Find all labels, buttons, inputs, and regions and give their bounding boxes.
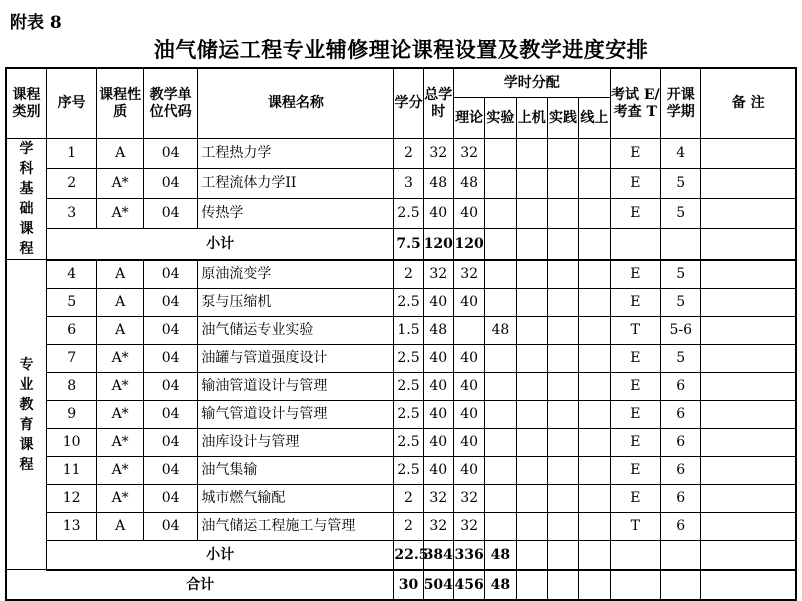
practice-cell: [547, 288, 578, 316]
subtotal-label: 小计: [46, 228, 393, 259]
practice-cell: [547, 372, 578, 400]
theory-cell: 32: [453, 512, 484, 540]
practice-cell: [547, 456, 578, 484]
header-experiment: 实验: [485, 98, 516, 139]
exam-cell: T: [610, 316, 661, 344]
remark-cell: [701, 512, 796, 540]
remark-cell: [701, 484, 796, 512]
online-cell: [579, 260, 610, 289]
total-total-cell: 504: [423, 570, 453, 600]
total-cell: 40: [423, 198, 453, 228]
total-semester-cell: [661, 570, 701, 600]
page-title: 油气储运工程专业辅修理论课程设置及教学进度安排: [153, 37, 649, 62]
header-course-name: 课程名称: [198, 68, 394, 139]
header-unit-code: 教学单位代码: [143, 68, 198, 139]
computer-cell: [516, 260, 547, 289]
total-online-cell: [579, 570, 610, 600]
nature-cell: A: [97, 512, 143, 540]
subtotal-credits-cell: 22.5: [394, 540, 423, 570]
credits-cell: 2.5: [394, 198, 423, 228]
course-name-cell: 油库设计与管理: [198, 428, 394, 456]
seq-cell: 4: [46, 260, 97, 289]
seq-cell: 5: [46, 288, 97, 316]
credits-cell: 3: [394, 168, 423, 198]
category-cell: 专 业 教 育 课 程: [6, 260, 46, 570]
credits-cell: 2.5: [394, 456, 423, 484]
semester-cell: 5: [661, 260, 701, 289]
header-hours-dist: 学时分配: [453, 68, 610, 98]
remark-cell: [701, 260, 796, 289]
header-exam-type: 考试 E/考查 T: [610, 68, 661, 139]
practice-cell: [547, 316, 578, 344]
credits-cell: 2.5: [394, 288, 423, 316]
subtotal-total-cell: 120: [423, 228, 453, 259]
header-category: 课程类别: [6, 68, 46, 139]
subtotal-theory-cell: 336: [453, 540, 484, 570]
theory-cell: 48: [453, 168, 484, 198]
total-cell: 32: [423, 512, 453, 540]
online-cell: [579, 512, 610, 540]
nature-cell: A: [97, 260, 143, 289]
nature-cell: A*: [97, 428, 143, 456]
total-cell: 48: [423, 316, 453, 344]
total-cell: 32: [423, 484, 453, 512]
computer-cell: [516, 288, 547, 316]
exam-cell: E: [610, 260, 661, 289]
unit-code-cell: 04: [143, 400, 198, 428]
semester-cell: 5: [661, 198, 701, 228]
unit-code-cell: 04: [143, 344, 198, 372]
semester-cell: 6: [661, 456, 701, 484]
online-cell: [579, 484, 610, 512]
course-name-cell: 油罐与管道强度设计: [198, 344, 394, 372]
subtotal-computer-cell: [516, 228, 547, 259]
unit-code-cell: 04: [143, 456, 198, 484]
subtotal-practice-cell: [547, 540, 578, 570]
table-row: [6, 400, 796, 428]
experiment-cell: [485, 428, 516, 456]
total-cell: 32: [423, 139, 453, 169]
theory-cell: [453, 316, 484, 344]
experiment-cell: [485, 288, 516, 316]
computer-cell: [516, 400, 547, 428]
unit-code-cell: 04: [143, 372, 198, 400]
total-exam-cell: [610, 570, 661, 600]
header-practice: 实践: [547, 98, 578, 139]
computer-cell: [516, 428, 547, 456]
practice-cell: [547, 260, 578, 289]
computer-cell: [516, 484, 547, 512]
seq-cell: 11: [46, 456, 97, 484]
credits-cell: 2.5: [394, 400, 423, 428]
table-row: [6, 344, 796, 372]
seq-cell: 12: [46, 484, 97, 512]
total-credits-cell: 30: [394, 570, 423, 600]
credits-cell: 1.5: [394, 316, 423, 344]
seq-cell: 6: [46, 316, 97, 344]
header-credits: 学分: [394, 68, 423, 139]
theory-cell: 40: [453, 372, 484, 400]
exam-cell: E: [610, 344, 661, 372]
header-total-hours: 总学时: [423, 68, 453, 139]
computer-cell: [516, 344, 547, 372]
header-nature: 课程性质: [97, 68, 143, 139]
subtotal-theory-cell: 120: [453, 228, 484, 259]
exam-cell: E: [610, 372, 661, 400]
course-name-cell: 输气管道设计与管理: [198, 400, 394, 428]
online-cell: [579, 316, 610, 344]
total-row: [6, 570, 796, 600]
theory-cell: 40: [453, 288, 484, 316]
theory-cell: 32: [453, 139, 484, 169]
course-name-cell: 城市燃气输配: [198, 484, 394, 512]
exam-cell: E: [610, 168, 661, 198]
subtotal-label: 小计: [46, 540, 393, 570]
nature-cell: A*: [97, 484, 143, 512]
total-computer-cell: [516, 570, 547, 600]
header-online: 线上: [579, 98, 610, 139]
credits-cell: 2.5: [394, 372, 423, 400]
unit-code-cell: 04: [143, 428, 198, 456]
category-cell: 学 科 基 础 课 程: [6, 139, 46, 260]
total-theory-cell: 456: [453, 570, 484, 600]
practice-cell: [547, 344, 578, 372]
semester-cell: 6: [661, 512, 701, 540]
table-row: [6, 372, 796, 400]
table-row: [6, 198, 796, 228]
total-label: 合计: [6, 570, 394, 600]
course-name-cell: 油气储运专业实验: [198, 316, 394, 344]
online-cell: [579, 456, 610, 484]
online-cell: [579, 428, 610, 456]
nature-cell: A*: [97, 400, 143, 428]
practice-cell: [547, 198, 578, 228]
experiment-cell: [485, 484, 516, 512]
unit-code-cell: 04: [143, 198, 198, 228]
total-cell: 48: [423, 168, 453, 198]
course-name-cell: 泵与压缩机: [198, 288, 394, 316]
exam-cell: E: [610, 198, 661, 228]
exam-cell: E: [610, 484, 661, 512]
remark-cell: [701, 428, 796, 456]
experiment-cell: [485, 372, 516, 400]
remark-cell: [701, 456, 796, 484]
theory-cell: 40: [453, 456, 484, 484]
exam-cell: E: [610, 139, 661, 169]
practice-cell: [547, 428, 578, 456]
credits-cell: 2: [394, 260, 423, 289]
exam-cell: E: [610, 400, 661, 428]
online-cell: [579, 288, 610, 316]
practice-cell: [547, 168, 578, 198]
table-row: [6, 168, 796, 198]
header-remarks: 备 注: [701, 68, 796, 139]
theory-cell: 32: [453, 260, 484, 289]
seq-cell: 1: [46, 139, 97, 169]
table-row: [6, 484, 796, 512]
experiment-cell: [485, 168, 516, 198]
unit-code-cell: 04: [143, 260, 198, 289]
remark-cell: [701, 400, 796, 428]
subtotal-semester-cell: [661, 540, 701, 570]
seq-cell: 2: [46, 168, 97, 198]
nature-cell: A: [97, 139, 143, 169]
online-cell: [579, 400, 610, 428]
nature-cell: A*: [97, 456, 143, 484]
nature-cell: A: [97, 316, 143, 344]
online-cell: [579, 198, 610, 228]
theory-cell: 40: [453, 428, 484, 456]
table-row: [6, 316, 796, 344]
header-theory: 理论: [453, 98, 484, 139]
course-name-cell: 油气集输: [198, 456, 394, 484]
total-remark-cell: [701, 570, 796, 600]
seq-cell: 9: [46, 400, 97, 428]
computer-cell: [516, 456, 547, 484]
experiment-cell: [485, 512, 516, 540]
seq-cell: 7: [46, 344, 97, 372]
header-computer: 上机: [516, 98, 547, 139]
course-name-cell: 传热学: [198, 198, 394, 228]
theory-cell: 40: [453, 400, 484, 428]
seq-cell: 13: [46, 512, 97, 540]
nature-cell: A*: [97, 344, 143, 372]
theory-cell: 32: [453, 484, 484, 512]
practice-cell: [547, 400, 578, 428]
subtotal-online-cell: [579, 540, 610, 570]
appendix-label: 附表 8: [10, 13, 62, 33]
remark-cell: [701, 288, 796, 316]
total-cell: 40: [423, 428, 453, 456]
experiment-cell: [485, 139, 516, 169]
experiment-cell: [485, 456, 516, 484]
remark-cell: [701, 198, 796, 228]
total-cell: 40: [423, 456, 453, 484]
experiment-cell: [485, 344, 516, 372]
semester-cell: 6: [661, 400, 701, 428]
experiment-cell: [485, 260, 516, 289]
total-cell: 32: [423, 260, 453, 289]
online-cell: [579, 139, 610, 169]
computer-cell: [516, 372, 547, 400]
theory-cell: 40: [453, 344, 484, 372]
seq-cell: 8: [46, 372, 97, 400]
course-name-cell: 油气储运工程施工与管理: [198, 512, 394, 540]
subtotal-row: [6, 540, 796, 570]
total-cell: 40: [423, 344, 453, 372]
semester-cell: 4: [661, 139, 701, 169]
online-cell: [579, 344, 610, 372]
credits-cell: 2.5: [394, 344, 423, 372]
subtotal-total-cell: 384: [423, 540, 453, 570]
unit-code-cell: 04: [143, 168, 198, 198]
subtotal-credits-cell: 7.5: [394, 228, 423, 259]
course-table: [5, 67, 797, 601]
computer-cell: [516, 316, 547, 344]
subtotal-practice-cell: [547, 228, 578, 259]
seq-cell: 10: [46, 428, 97, 456]
semester-cell: 5: [661, 288, 701, 316]
theory-cell: 40: [453, 198, 484, 228]
subtotal-semester-cell: [661, 228, 701, 259]
subtotal-exam-cell: [610, 540, 661, 570]
table-row: [6, 456, 796, 484]
table-body: [6, 139, 796, 600]
online-cell: [579, 372, 610, 400]
semester-cell: 5-6: [661, 316, 701, 344]
experiment-cell: [485, 198, 516, 228]
total-cell: 40: [423, 400, 453, 428]
table-row: [6, 139, 796, 169]
credits-cell: 2: [394, 139, 423, 169]
table-row: [6, 428, 796, 456]
semester-cell: 5: [661, 344, 701, 372]
course-name-cell: 输油管道设计与管理: [198, 372, 394, 400]
course-name-cell: 工程热力学: [198, 139, 394, 169]
computer-cell: [516, 198, 547, 228]
subtotal-experiment-cell: 48: [485, 540, 516, 570]
credits-cell: 2: [394, 512, 423, 540]
remark-cell: [701, 372, 796, 400]
experiment-cell: 48: [485, 316, 516, 344]
nature-cell: A*: [97, 168, 143, 198]
table-row: [6, 512, 796, 540]
total-experiment-cell: 48: [485, 570, 516, 600]
semester-cell: 6: [661, 372, 701, 400]
total-practice-cell: [547, 570, 578, 600]
experiment-cell: [485, 400, 516, 428]
subtotal-remark-cell: [701, 540, 796, 570]
subtotal-online-cell: [579, 228, 610, 259]
practice-cell: [547, 484, 578, 512]
total-cell: 40: [423, 288, 453, 316]
exam-cell: E: [610, 456, 661, 484]
computer-cell: [516, 139, 547, 169]
unit-code-cell: 04: [143, 512, 198, 540]
online-cell: [579, 168, 610, 198]
nature-cell: A*: [97, 372, 143, 400]
table-row: [6, 288, 796, 316]
subtotal-row: [6, 228, 796, 259]
unit-code-cell: 04: [143, 139, 198, 169]
practice-cell: [547, 512, 578, 540]
exam-cell: E: [610, 288, 661, 316]
remark-cell: [701, 316, 796, 344]
remark-cell: [701, 344, 796, 372]
practice-cell: [547, 139, 578, 169]
remark-cell: [701, 168, 796, 198]
subtotal-experiment-cell: [485, 228, 516, 259]
subtotal-exam-cell: [610, 228, 661, 259]
seq-cell: 3: [46, 198, 97, 228]
subtotal-computer-cell: [516, 540, 547, 570]
table-header: [6, 68, 796, 139]
unit-code-cell: 04: [143, 316, 198, 344]
total-cell: 40: [423, 372, 453, 400]
credits-cell: 2.5: [394, 428, 423, 456]
semester-cell: 6: [661, 428, 701, 456]
header-seq: 序号: [46, 68, 97, 139]
nature-cell: A*: [97, 198, 143, 228]
semester-cell: 6: [661, 484, 701, 512]
remark-cell: [701, 139, 796, 169]
exam-cell: T: [610, 512, 661, 540]
subtotal-remark-cell: [701, 228, 796, 259]
unit-code-cell: 04: [143, 484, 198, 512]
exam-cell: E: [610, 428, 661, 456]
credits-cell: 2: [394, 484, 423, 512]
computer-cell: [516, 512, 547, 540]
semester-cell: 5: [661, 168, 701, 198]
table-row: [6, 260, 796, 289]
computer-cell: [516, 168, 547, 198]
course-name-cell: 工程流体力学II: [198, 168, 394, 198]
course-name-cell: 原油流变学: [198, 260, 394, 289]
unit-code-cell: 04: [143, 288, 198, 316]
header-semester: 开课学期: [661, 68, 701, 139]
nature-cell: A: [97, 288, 143, 316]
